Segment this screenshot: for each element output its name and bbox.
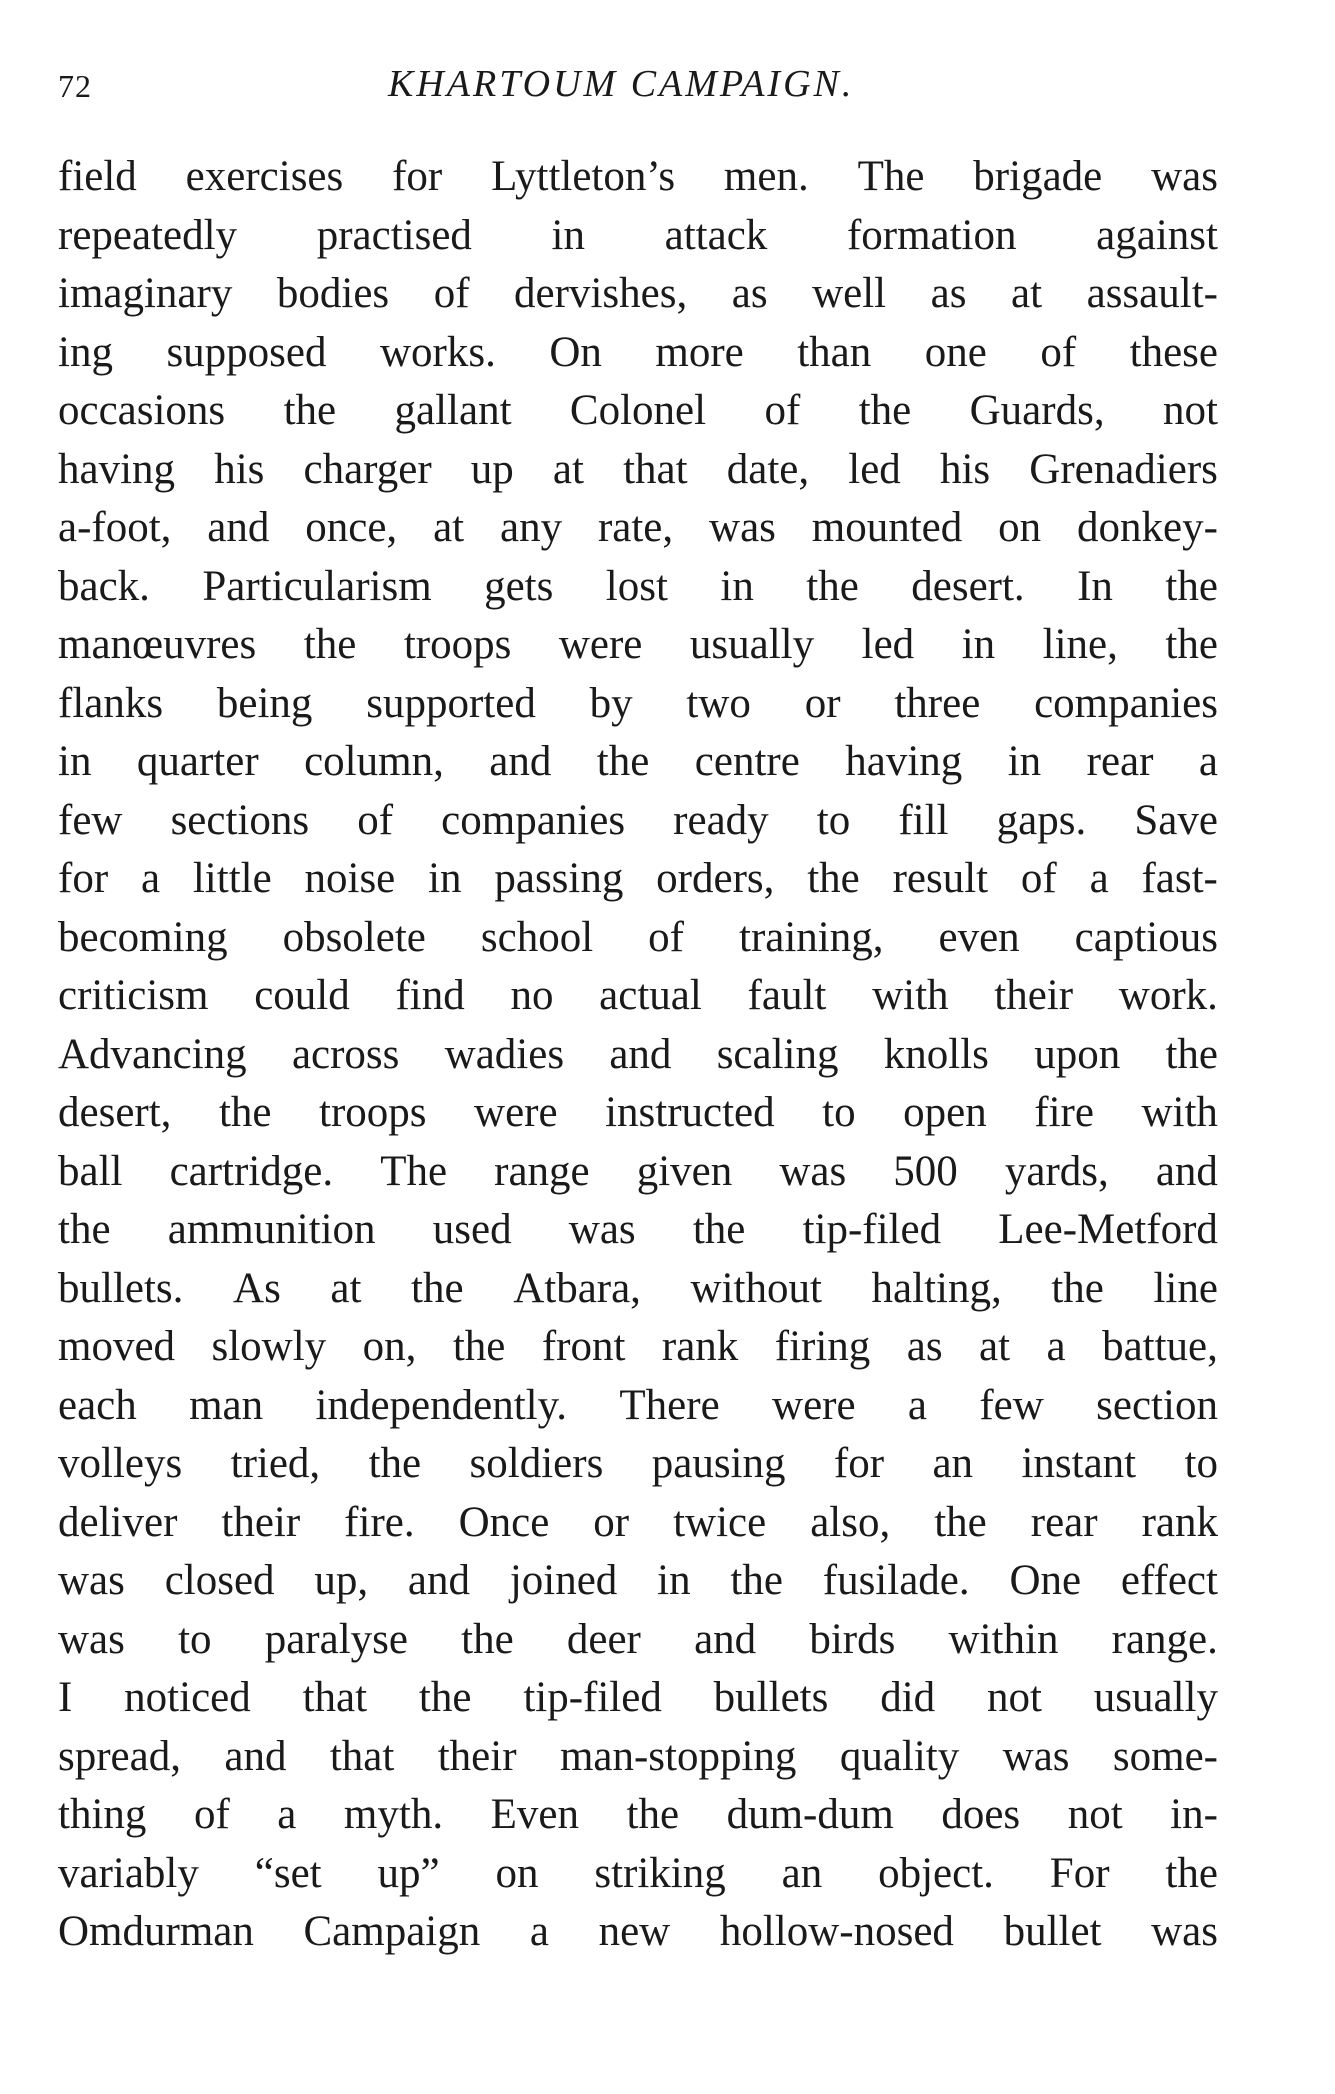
text-line: bullets. As at the Atbara, without halting, the line bbox=[58, 1264, 1218, 1312]
text-line: Omdurman Campaign a new hollow-nosed bullet was bbox=[58, 1908, 1218, 1955]
text-line: repeatedly practised in attack formation against bbox=[58, 211, 1218, 259]
text-line: Advancing across wadies and scaling knolls upon the bbox=[58, 1030, 1218, 1078]
text-line: back. Particularism gets lost in the desert. In the bbox=[58, 562, 1218, 610]
text-line: each man independently. There were a few section bbox=[58, 1381, 1218, 1429]
text-line: criticism could find no actual fault with their work. bbox=[58, 972, 1218, 1019]
text-line: ing supposed works. On more than one of these bbox=[58, 328, 1218, 376]
text-line: in quarter column, and the centre having in rear a bbox=[58, 738, 1218, 785]
page-number: 72 bbox=[58, 68, 92, 104]
text-line: volleys tried, the soldiers pausing for an instant to bbox=[58, 1440, 1218, 1487]
running-head bbox=[58, 62, 1218, 112]
body-text bbox=[58, 148, 1218, 1962]
text-line: ball cartridge. The range given was 500 yards, and bbox=[58, 1147, 1218, 1195]
text-line: having his charger up at that date, led his Grenadiers bbox=[58, 445, 1218, 493]
text-line: field exercises for Lyttleton’s men. The brigade was bbox=[58, 153, 1218, 200]
text-line: for a little noise in passing orders, the result of a fast- bbox=[58, 855, 1218, 902]
text-line: was closed up, and joined in the fusilade. One effect bbox=[58, 1557, 1218, 1604]
text-line: was to paralyse the deer and birds within range. bbox=[58, 1615, 1218, 1663]
text-line: deliver their fire. Once or twice also, the rear rank bbox=[58, 1498, 1218, 1546]
text-line: a-foot, and once, at any rate, was mounted on donkey- bbox=[58, 504, 1218, 551]
text-line: desert, the troops were instructed to open fire with bbox=[58, 1089, 1218, 1136]
text-line: I noticed that the tip-filed bullets did not usually bbox=[58, 1674, 1218, 1721]
text-line: spread, and that their man-stopping quality was some- bbox=[58, 1732, 1218, 1780]
text-line: flanks being supported by two or three companies bbox=[58, 679, 1218, 727]
text-line: becoming obsolete school of training, even captious bbox=[58, 913, 1218, 961]
text-line: moved slowly on, the front rank firing as at a battue, bbox=[58, 1323, 1218, 1370]
text-line: imaginary bodies of dervishes, as well as at assault- bbox=[58, 270, 1218, 317]
text-line: occasions the gallant Colonel of the Guards, not bbox=[58, 387, 1218, 434]
text-line: manœuvres the troops were usually led in line, the bbox=[58, 621, 1218, 668]
text-line: variably “set up” on striking an object. For the bbox=[58, 1849, 1218, 1897]
running-title: KHARTOUM CAMPAIGN. bbox=[388, 63, 855, 105]
text-line: thing of a myth. Even the dum-dum does not in- bbox=[58, 1791, 1218, 1838]
text-line: the ammunition used was the tip-filed Lee-Metford bbox=[58, 1206, 1218, 1253]
text-line: few sections of companies ready to fill gaps. Save bbox=[58, 796, 1218, 844]
